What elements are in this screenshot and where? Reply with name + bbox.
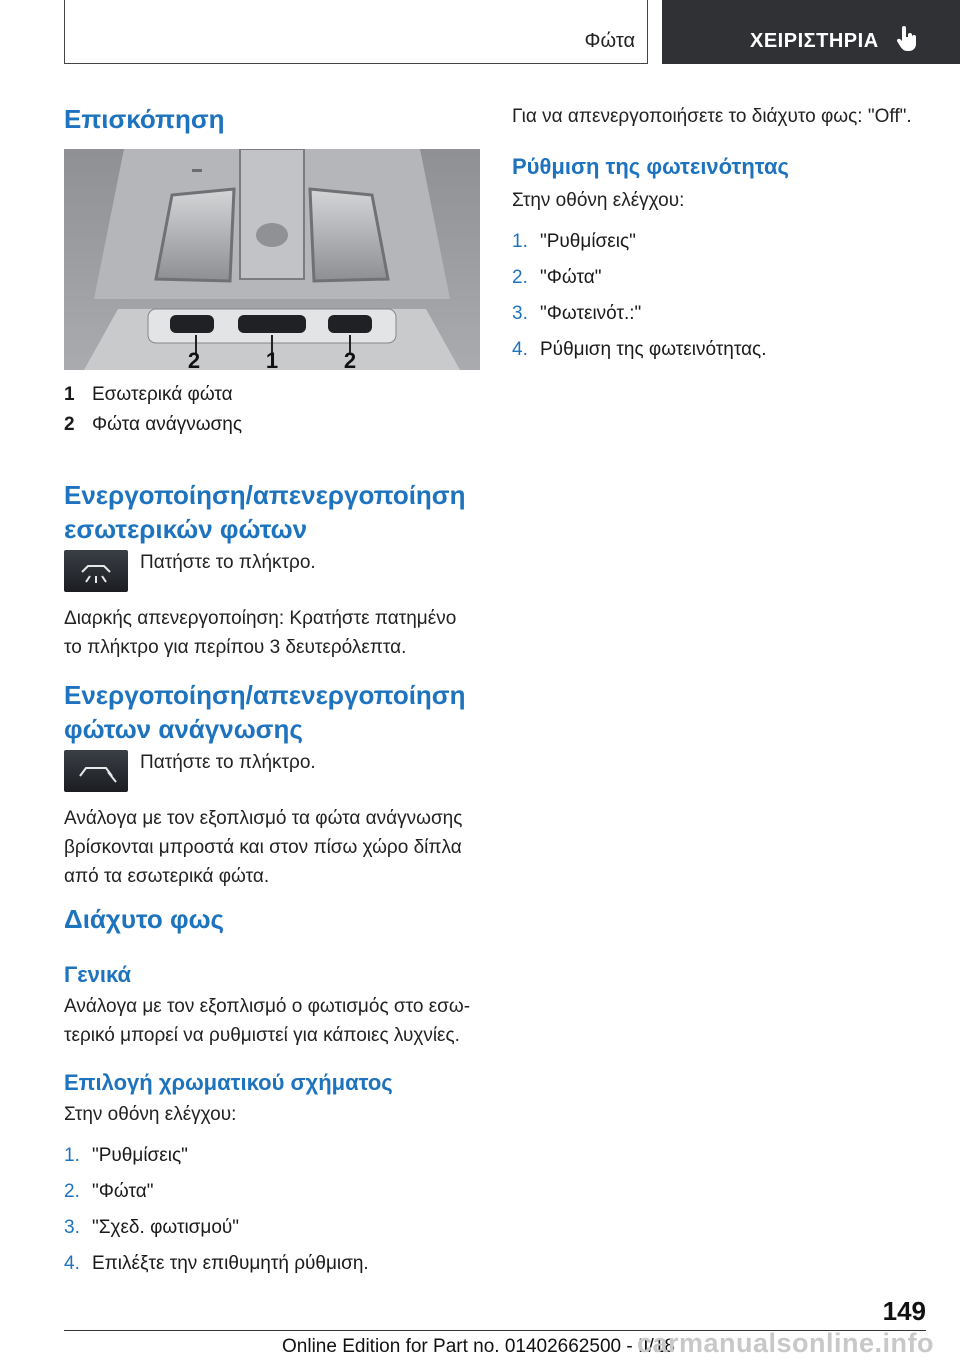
header-section-label: Φώτα: [584, 30, 635, 52]
edition-text: Online Edition for Part no. 01402662500 - II/18: [282, 1336, 675, 1357]
interior-lights-title: Ενεργοποίηση/απενεργοποίηση εσωτερικών φώτων: [64, 480, 466, 544]
hand-pointer-icon: [896, 26, 918, 52]
reading-instruction: Πατήστε το πλήκτρο.: [140, 752, 316, 773]
step-item: 3. "Σχεδ. φωτισμού": [64, 1217, 240, 1238]
brightness-title: Ρύθμιση της φωτεινότητας: [512, 154, 789, 179]
ambient-off-text: Για να απενεργοποιήσετε το διάχυτο φως: "Off".: [512, 106, 912, 127]
reading-text: Ανάλογα με τον εξοπλισμό τα φώτα ανάγνωσης βρίσκονται μπροστά και στον πίσω χώρο δίπλα από τα εσωτερικά φώτα.: [64, 808, 463, 887]
brightness-intro: Στην οθόνη ελέγχου:: [512, 190, 685, 211]
image-label-center: 1: [265, 348, 279, 370]
legend-number: 2: [64, 414, 75, 435]
legend-number: 1: [64, 384, 75, 405]
watermark: carmanualsonline.info: [636, 1328, 934, 1358]
step-item: 3. "Φωτεινότ.:": [512, 303, 642, 324]
header-section-box: [64, 0, 648, 64]
reading-light-button-icon: [64, 750, 128, 792]
interior-light-button-icon: [64, 550, 128, 592]
step-item: 4. Ρύθμιση της φωτεινότητας.: [512, 339, 767, 360]
legend-item: [64, 414, 242, 436]
interior-text: Διαρκής απενεργοποίηση: Κρατήστε πατημένο το πλήκτρο για περίπου 3 δευτερόλεπτα.: [64, 608, 457, 658]
legend-text: Φώτα ανάγνωσης: [92, 414, 242, 435]
step-item: 2. "Φώτα": [64, 1181, 154, 1202]
image-label-right: 2: [343, 348, 357, 370]
general-title: Γενικά: [64, 962, 132, 987]
overhead-console-image: [64, 149, 480, 370]
ambient-light-title: Διάχυτο φως: [64, 904, 225, 934]
step-item: 1. "Ρυθμίσεις": [64, 1145, 188, 1166]
page-number: 149: [882, 1296, 926, 1326]
color-scheme-steps: [64, 1138, 369, 1282]
step-item: 2. "Φώτα": [512, 267, 602, 288]
header-chapter-label: ΧΕΙΡΙΣΤΗΡΙΑ: [750, 30, 879, 52]
reading-lights-title: Ενεργοποίηση/απενεργοποίηση φώτων ανάγνωσης: [64, 680, 466, 744]
step-item: 4. Επιλέξτε την επιθυμητή ρύθμιση.: [64, 1253, 369, 1274]
legend-text: Εσωτερικά φώτα: [92, 384, 233, 405]
interior-instruction: Πατήστε το πλήκτρο.: [140, 552, 316, 573]
header-chapter-box: [662, 0, 960, 64]
color-scheme-intro: Στην οθόνη ελέγχου:: [64, 1104, 237, 1125]
legend-item: [64, 384, 233, 406]
overview-title: Επισκόπηση: [64, 104, 225, 134]
general-text: Ανάλογα με τον εξοπλισμό ο φωτισμός στο εσω- τερικό μπορεί να ρυθμιστεί για κάποιες λυχνίες.: [64, 996, 471, 1046]
image-label-left: 2: [187, 348, 201, 370]
color-scheme-title: Επιλογή χρωματικού σχήματος: [64, 1070, 393, 1095]
step-item: 1. "Ρυθμίσεις": [512, 231, 636, 252]
brightness-steps: [512, 224, 767, 368]
